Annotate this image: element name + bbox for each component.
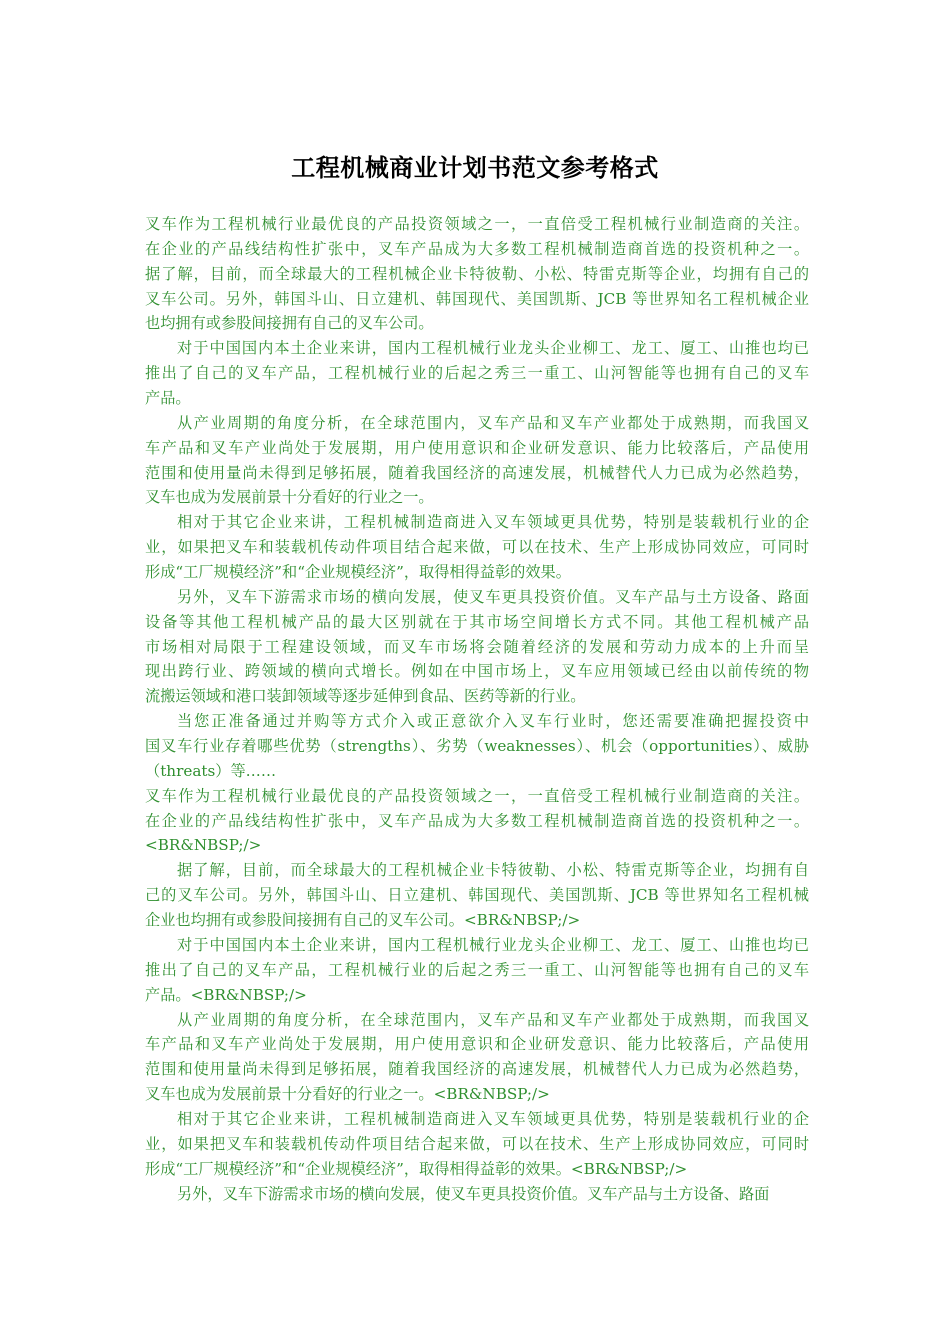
paragraph-line: 叉车公司。另外，韩国斗山、日立建机、韩国现代、美国凯斯、JCB 等世界知名工程机械企业 [145, 289, 809, 308]
paragraph-line: 设备等其他工程机械产品的最大区别就在于其市场空间增长方式不同。其他工程机械产品 [145, 612, 809, 631]
paragraph-line: 叉车作为工程机械行业最优良的产品投资领域之一，一直倍受工程机械行业制造商的关注。 [145, 215, 809, 233]
paragraph [145, 212, 809, 336]
paragraph [145, 933, 809, 1008]
paragraph-line: 业，如果把叉车和装载机传动件项目结合起来做，可以在技术、生产上形成协同效应，可同时 [145, 1134, 809, 1153]
paragraph [145, 411, 809, 510]
paragraph-line: 己的叉车公司。另外，韩国斗山、日立建机、韩国现代、美国凯斯、JCB 等世界知名工程机械 [145, 886, 809, 905]
paragraph [145, 510, 809, 585]
paragraph-line: 推出了自己的叉车产品，工程机械行业的后起之秀三一重工、山河智能等也拥有自己的叉车 [145, 960, 809, 979]
paragraph-line: 当您正准备通过并购等方式介入或正意欲介入叉车行业时，您还需要准确把握投资中 [177, 712, 809, 731]
paragraph-line: 在企业的产品线结构性扩张中，叉车产品成为大多数工程机械制造商首选的投资机种之一。 [145, 811, 809, 830]
paragraph-line: 从产业周期的角度分析，在全球范围内，叉车产品和叉车产业都处于成熟期，而我国叉 [177, 413, 809, 432]
paragraph-line: 叉车也成为发展前景十分看好的行业之一。<BR&NBSP;/> [145, 1085, 550, 1104]
paragraph-line: 相对于其它企业来讲，工程机械制造商进入叉车领域更具优势，特别是装载机行业的企 [177, 1109, 809, 1128]
paragraph-line: 形成“工厂规模经济”和“企业规模经济”，取得相得益彰的效果。<BR&NBSP;/> [145, 1159, 688, 1178]
paragraph-line: 叉车作为工程机械行业最优良的产品投资领域之一，一直倍受工程机械行业制造商的关注。 [145, 786, 809, 805]
paragraph-line: 也均拥有或参股间接拥有自己的叉车公司。 [145, 314, 434, 333]
paragraph-line: 从产业周期的角度分析，在全球范围内，叉车产品和叉车产业都处于成熟期，而我国叉 [177, 1010, 809, 1029]
paragraph-line: 据了解，目前，而全球最大的工程机械企业卡特彼勒、小松、特雷克斯等企业，均拥有自己的 [145, 264, 809, 283]
paragraph-line: 据了解，目前，而全球最大的工程机械企业卡特彼勒、小松、特雷克斯等企业，均拥有自 [177, 861, 809, 880]
paragraph [145, 585, 809, 709]
paragraph-line: （threats）等…… [145, 761, 277, 780]
paragraph [145, 858, 809, 933]
paragraph-line: 车产品和叉车产业尚处于发展期，用户使用意识和企业研发意识、能力比较落后，产品使用 [145, 438, 809, 457]
paragraph-line: <BR&NBSP;/> [145, 836, 262, 855]
paragraph-line: 另外，叉车下游需求市场的横向发展，使叉车更具投资价值。叉车产品与土方设备、路面 [177, 587, 809, 606]
paragraph-line: 企业也均拥有或参股间接拥有自己的叉车公司。<BR&NBSP;/> [145, 911, 581, 930]
paragraph-line: 产品。 [145, 389, 191, 408]
document-title: 工程机械商业计划书范文参考格式 [291, 154, 659, 182]
paragraph-line: 另外，叉车下游需求市场的横向发展，使叉车更具投资价值。叉车产品与土方设备、路面 [177, 1184, 770, 1203]
paragraph-line: 国叉车行业存着哪些优势（strengths）、劣势（weaknesses）、机会（opportunities）、威胁 [145, 737, 809, 756]
paragraph-line: 业，如果把叉车和装载机传动件项目结合起来做，可以在技术、生产上形成协同效应，可同时 [145, 538, 809, 557]
paragraph-line: 流搬运领域和港口装卸领域等逐步延伸到食品、医药等新的行业。 [145, 687, 586, 706]
paragraph [145, 784, 809, 859]
paragraph-line: 范围和使用量尚未得到足够拓展，随着我国经济的高速发展，机械替代人力已成为必然趋势， [145, 463, 809, 482]
paragraph-line: 相对于其它企业来讲，工程机械制造商进入叉车领域更具优势，特别是装载机行业的企 [177, 513, 809, 532]
paragraph [145, 1008, 809, 1107]
paragraph-line: 现出跨行业、跨领域的横向式增长。例如在中国市场上，叉车应用领域已经由以前传统的物 [145, 662, 809, 681]
paragraph-line: 市场相对局限于工程建设领域，而叉车市场将会随着经济的发展和劳动力成本的上升而呈 [145, 637, 809, 656]
paragraph [145, 1107, 809, 1182]
document-body [145, 212, 809, 1206]
paragraph-line: 推出了自己的叉车产品，工程机械行业的后起之秀三一重工、山河智能等也拥有自己的叉车 [145, 364, 809, 383]
paragraph-line: 在企业的产品线结构性扩张中，叉车产品成为大多数工程机械制造商首选的投资机种之一。 [145, 239, 809, 258]
paragraph-line: 对于中国国内本土企业来讲，国内工程机械行业龙头企业柳工、龙工、厦工、山推也均已 [177, 935, 809, 954]
paragraph-line: 产品。<BR&NBSP;/> [145, 985, 307, 1004]
paragraph-line: 对于中国国内本土企业来讲，国内工程机械行业龙头企业柳工、龙工、厦工、山推也均已 [177, 339, 809, 358]
paragraph-line: 车产品和叉车产业尚处于发展期，用户使用意识和企业研发意识、能力比较落后，产品使用 [145, 1035, 809, 1054]
paragraph [145, 709, 809, 784]
paragraph-line: 形成“工厂规模经济”和“企业规模经济”，取得相得益彰的效果。 [145, 563, 571, 582]
paragraph [145, 1182, 809, 1207]
paragraph-line: 范围和使用量尚未得到足够拓展，随着我国经济的高速发展，机械替代人力已成为必然趋势， [145, 1060, 809, 1079]
paragraph-line: 叉车也成为发展前景十分看好的行业之一。 [145, 488, 434, 507]
paragraph [145, 336, 809, 411]
